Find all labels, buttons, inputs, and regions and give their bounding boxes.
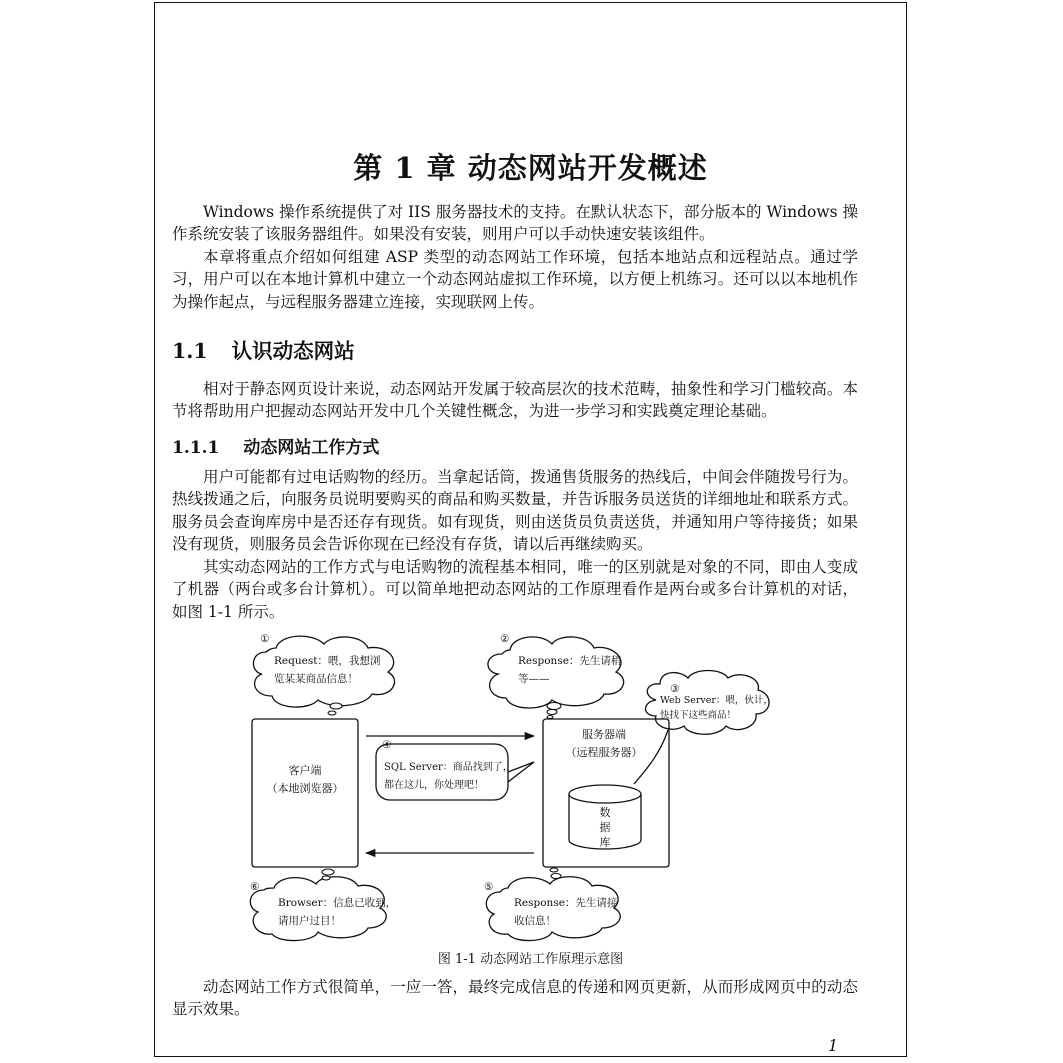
step-4-number: ④ (382, 739, 392, 751)
step-4-line-2: 都在这儿，你处理吧！ (384, 780, 484, 791)
step-5-line-2: 收信息！ (514, 915, 556, 927)
step-6-number: ⑥ (250, 881, 260, 893)
bubble-5-connector-mid (551, 874, 561, 879)
server-label-line-2: （远程服务器） (565, 746, 643, 759)
subsection-number: 1.1.1 (172, 438, 220, 458)
database-char-2: 据 (599, 821, 611, 834)
step-4-line-1: SQL Server：商品找到了， (384, 762, 513, 773)
bubble-6-connector (322, 869, 334, 875)
figure-diagram (236, 624, 816, 944)
step-5-number: ⑤ (484, 881, 494, 893)
step-3-number: ③ (670, 683, 680, 695)
step-6-line-2: 请用户过目！ (278, 915, 341, 927)
bubble-2-connector (547, 703, 561, 710)
step-3-line-2: 快找下这些商品！ (660, 710, 737, 721)
step-5-line-1: Response：先生请接 (514, 897, 618, 909)
step-6-line-1: Browser：信息已收到， (278, 897, 397, 909)
bubble-1-connector (330, 703, 342, 709)
section-1-1-paragraph: 相对于静态网页设计来说，动态网站开发属于较高层次的技术范畴，抽象性和学习门槛较高。本节将帮助用户把握动态网站开发中几个关键性概念，为进一步学习和实践奠定理论基础。 (172, 380, 858, 421)
bubble-2 (488, 637, 624, 708)
bubble-5-connector (550, 868, 558, 872)
bubble-2-connector-small (547, 716, 553, 719)
bubble-1 (253, 636, 394, 707)
database-cylinder-top (569, 785, 641, 803)
step-2-line-1: Response：先生请稍 (518, 655, 622, 667)
intro-paragraph-1: Windows 操作系统提供了对 IIS 服务器技术的支持。在默认状态下，部分版本的 Windows 操作系统安装了该服务器组件。如果没有安装，则用户可以手动快速安装该组件。 (172, 203, 858, 244)
step-1-line-1: Request：喂，我想浏 (274, 655, 381, 667)
section-1-1-1-paragraph-3: 动态网站工作方式很简单，一应一答，最终完成信息的传递和网页更新，从而形成网页中的动态显示效果。 (172, 978, 858, 1019)
section-number: 1.1 (172, 339, 208, 363)
step-1-number: ① (260, 633, 270, 645)
section-title: 认识动态网站 (231, 339, 355, 363)
intro-paragraph-2: 本章将重点介绍如何组建 ASP 类型的动态网站工作环境，包括本地站点和远程站点。通过学习，用户可以在本地计算机中建立一个动态网站虚拟工作环境，以方便上机练习。还可以以本地机作为操作起点，与远程服务器建立连接，实现联网上传。 (172, 248, 858, 311)
bubble-6-connector-small (322, 876, 330, 880)
bubble-1-connector-small (328, 711, 336, 715)
subsection-title: 动态网站工作方式 (243, 438, 380, 458)
step-2-line-2: 等—— (518, 673, 550, 685)
client-label-line-2: （本地浏览器） (266, 782, 344, 795)
section-heading-1-1 (172, 334, 355, 364)
chapter-title: 第 1 章 动态网站开发概述 (353, 151, 708, 185)
section-1-1-1-paragraph-1: 用户可能都有过电话购物的经历。当拿起话筒，拨通售货服务的热线后，中间会伴随拨号行为。热线拨通之后，向服务员说明要购买的商品和购买数量，并告诉服务员送货的详细地址和联系方式。服务员会查询库房中是否还存有现货。如有现货，则由送货员负责送货，并通知用户等待接货；如果没有现货，则服务员会告诉你现在已经没有存货，请以后再继续购买。 (172, 468, 858, 554)
server-label-line-1: 服务器端 (582, 728, 626, 741)
section-heading-1-1-1 (172, 433, 379, 458)
step-2-number: ② (500, 633, 510, 645)
database-char-3: 库 (599, 836, 611, 849)
database-char-1: 数 (599, 806, 611, 819)
page-number: 1 (828, 1036, 839, 1055)
step-3-line-1: Web Server：喂，伙计， (660, 695, 773, 706)
client-label-line-1: 客户端 (288, 764, 322, 777)
figure-caption: 图 1-1 动态网站工作原理示意图 (437, 952, 624, 967)
section-1-1-1-paragraph-2: 其实动态网站的工作方式与电话购物的流程基本相同，唯一的区别就是对象的不同，即由人变成了机器（两台或多台计算机）。可以简单地把动态网站的工作原理看作是两台或多台计算机的对话，如图 1-1 所示。 (172, 558, 858, 621)
step-1-line-2: 览某某商品信息！ (274, 673, 358, 685)
bubble-2-connector-mid (547, 710, 557, 715)
